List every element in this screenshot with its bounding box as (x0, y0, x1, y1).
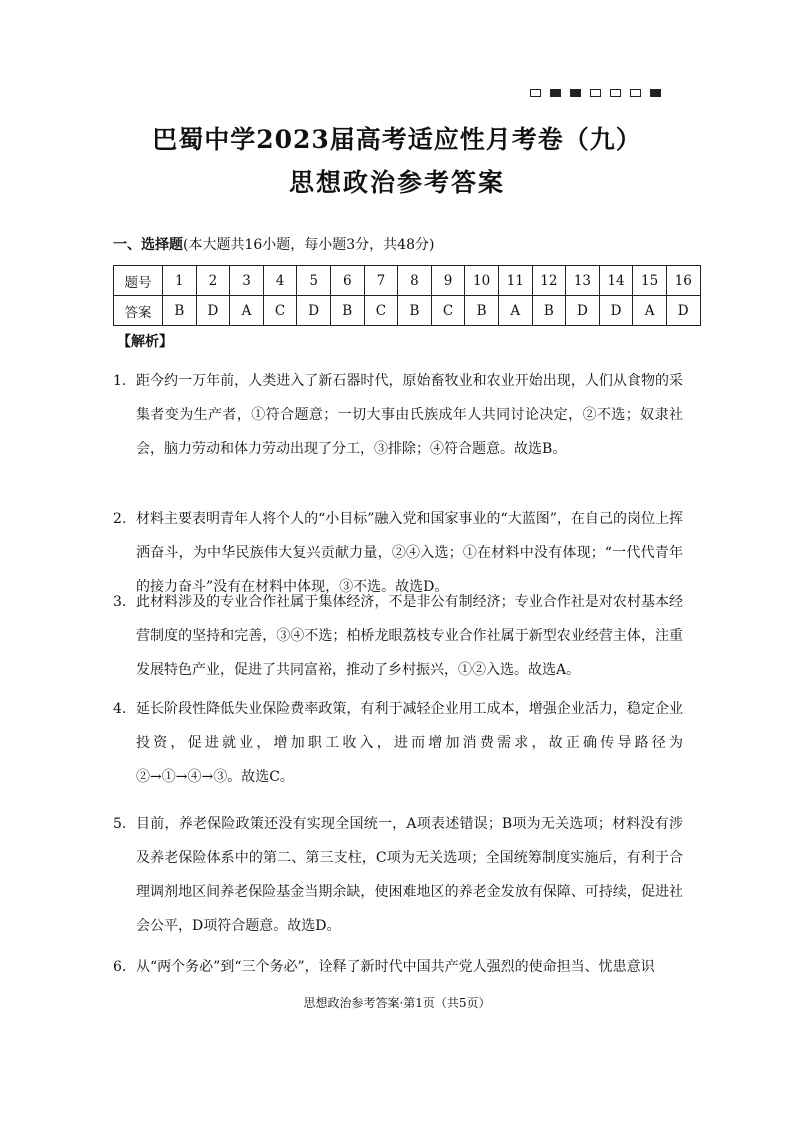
question-number-cell: 14 (599, 266, 633, 296)
answer-cell: C (431, 296, 465, 326)
question-number-cell: 2 (196, 266, 230, 296)
question-number-cell: 11 (498, 266, 532, 296)
question-number: 5. (113, 816, 127, 832)
question-item (113, 807, 683, 943)
empty-square-mark (610, 89, 621, 97)
analysis-heading: 【解析】 (117, 334, 173, 350)
question-explanation: 从“两个务必”到“三个务必”，诠释了新时代中国共产党人强烈的使命担当、忧患意识 (136, 959, 655, 975)
question-explanation: 此材料涉及的专业合作社属于集体经济，不是非公有制经济；专业合作社是对农村基本经营制度的坚持和完善，③④不选；柏桥龙眼荔枝专业合作社属于新型农业经营主体，注重发展特色产业，促进了共同富裕，推动了乡村振兴，①②入选。故选A。 (136, 594, 683, 678)
answer-cell: B (398, 296, 432, 326)
question-number-cell: 10 (465, 266, 499, 296)
row-label-answer: 答案 (114, 296, 163, 326)
question-item (113, 585, 683, 687)
question-number-cell: 7 (364, 266, 398, 296)
answer-cell: B (163, 296, 197, 326)
question-number-cell: 1 (163, 266, 197, 296)
answer-row (114, 296, 701, 326)
answer-cell: B (330, 296, 364, 326)
empty-square-mark (630, 89, 641, 97)
row-label-number: 题号 (114, 266, 163, 296)
filled-square-mark (550, 89, 561, 97)
answer-cell: C (263, 296, 297, 326)
page-footer: 思想政治参考答案·第1页（共5页） (303, 996, 491, 1010)
answer-cell: A (230, 296, 264, 326)
section-heading (113, 234, 434, 254)
question-number: 4. (113, 701, 127, 717)
answer-cell: A (498, 296, 532, 326)
question-number-cell: 3 (230, 266, 264, 296)
question-number: 6. (113, 959, 127, 975)
question-number-cell: 9 (431, 266, 465, 296)
answer-cell: B (465, 296, 499, 326)
filled-square-mark (570, 89, 581, 97)
section-title: 一、选择题 (113, 237, 183, 253)
page-title: 巴蜀中学2023届高考适应性月考卷（九） (152, 125, 642, 154)
question-number-cell: 15 (633, 266, 667, 296)
question-explanation: 延长阶段性降低失业保险费率政策，有利于减轻企业用工成本，增强企业活力，稳定企业投资，促进就业，增加职工收入，进而增加消费需求，故正确传导路径为②→①→④→③。故选C。 (136, 701, 683, 785)
answer-cell: D (599, 296, 633, 326)
question-explanation: 目前，养老保险政策还没有实现全国统一，A项表述错误；B项为无关选项；材料没有涉及养老保险体系中的第二、第三支柱，C项为无关选项；全国统筹制度实施后，有利于合理调剂地区间养老保险基金当期余缺，使困难地区的养老金发放有保障、可持续，促进社会公平，D项符合题意。故选D。 (136, 816, 683, 934)
section-note: (本大题共16小题，每小题3分，共48分) (183, 237, 435, 253)
question-number-cell: 8 (398, 266, 432, 296)
question-explanation: 距今约一万年前，人类进入了新石器时代，原始畜牧业和农业开始出现，人们从食物的采集者变为生产者，①符合题意；一切大事由氏族成年人共同讨论决定，②不选；奴隶社会，脑力劳动和体力劳动出现了分工，③排除；④符合题意。故选B。 (136, 373, 683, 457)
question-number-cell: 16 (666, 266, 700, 296)
page-subtitle: 思想政治参考答案 (288, 168, 505, 197)
answer-table (113, 265, 701, 326)
question-number-cell: 4 (263, 266, 297, 296)
question-number-cell: 13 (566, 266, 600, 296)
answer-cell: D (196, 296, 230, 326)
question-number: 2. (113, 511, 127, 527)
answer-cell: D (566, 296, 600, 326)
question-number-cell: 6 (330, 266, 364, 296)
question-number: 3. (113, 594, 127, 610)
answer-cell: A (633, 296, 667, 326)
question-item (113, 950, 683, 984)
answer-cell: B (532, 296, 566, 326)
question-item (113, 364, 683, 466)
filled-square-mark (650, 89, 661, 97)
answer-cell: C (364, 296, 398, 326)
empty-square-mark (590, 89, 601, 97)
question-number-row (114, 266, 701, 296)
question-number-cell: 5 (297, 266, 331, 296)
answer-cell: D (297, 296, 331, 326)
answer-cell: D (666, 296, 700, 326)
question-number-cell: 12 (532, 266, 566, 296)
header-marks (530, 89, 661, 97)
question-number: 1. (113, 373, 127, 389)
empty-square-mark (530, 89, 541, 97)
question-item (113, 692, 683, 794)
question-explanation: 材料主要表明青年人将个人的“小目标”融入党和国家事业的“大蓝图”，在自己的岗位上挥洒奋斗，为中华民族伟大复兴贡献力量，②④入选；①在材料中没有体现；“一代代青年的接力奋斗”没有在材料中体现，③不选。故选D。 (136, 511, 683, 595)
